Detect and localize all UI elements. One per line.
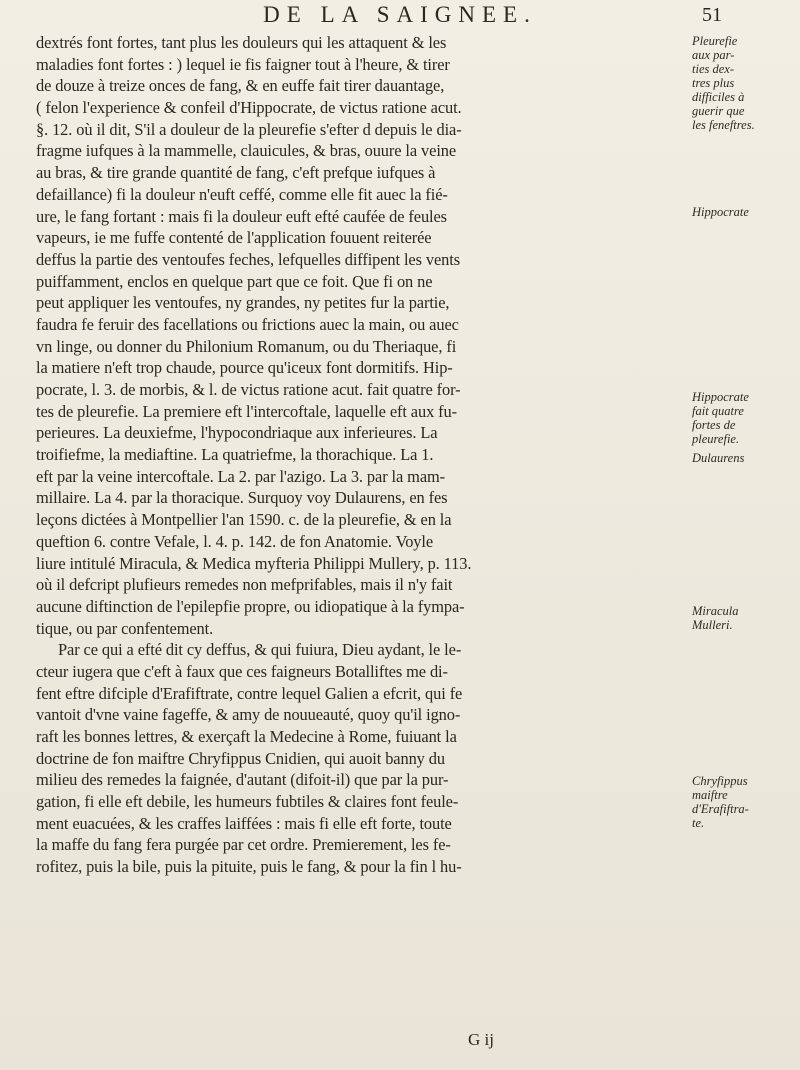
- text-line: millaire. La 4. par la thoracique. Surquoy voy Dulaurens, en fes: [36, 488, 448, 508]
- text-line: ure, le fang fortant : mais fi la douleur euft efté caufée de feules: [36, 206, 447, 226]
- text-line: ment euacuées, & les craffes laiffées : mais fi elle eft forte, toute: [36, 813, 452, 833]
- text-line: vapeurs, ie me fuffe contenté de l'application fouuent reiterée: [36, 228, 432, 248]
- text-line: de douze à treize onces de fang, & en euffe fait tirer dauantage,: [36, 76, 445, 96]
- text-line: puiffamment, enclos en quelque part que ce foit. Que fi on ne: [36, 271, 433, 291]
- text-line: §. 12. où il dit, S'il a douleur de la pleurefie s'efter d depuis le dia-: [36, 119, 462, 139]
- margin-note: [692, 205, 796, 219]
- text-line: fragme iufques à la mammelle, clauicules, & bras, ouure la veine: [36, 141, 457, 161]
- margin-note-line: difficiles à: [692, 90, 745, 104]
- text-line: au bras, & tire grande quantité de fang, c'eft prefque iufques à: [36, 163, 436, 183]
- text-line: Par ce qui a efté dit cy deffus, & qui fuiura, Dieu aydant, le le-: [58, 640, 462, 660]
- text-line: faudra fe feruir des facellations ou frictions auec la main, ou auec: [36, 314, 459, 334]
- margin-note-line: Hippocrate: [692, 390, 749, 404]
- margin-note-line: Dulaurens: [692, 451, 745, 465]
- text-line: perieures. La deuxiefme, l'hypocondriaque aux inferieures. La: [36, 423, 438, 443]
- text-line: milieu des remedes la faignée, d'autant (difoit-il) que par la pur-: [36, 770, 449, 790]
- margin-note-line: fortes de: [692, 418, 736, 432]
- body-text: [36, 32, 686, 878]
- text-line: aucune diftinction de l'epilepfie propre, ou idiopatique à la fympa-: [36, 596, 465, 616]
- margin-note-line: Chryfippus: [692, 774, 748, 788]
- text-line: deffus la partie des ventoufes feches, lefquelles diffipent les vents: [36, 249, 460, 269]
- margin-note-line: ties dex-: [692, 62, 734, 76]
- text-line: leçons dictées à Montpellier l'an 1590. c. de la pleurefie, & en la: [36, 510, 452, 530]
- text-line: fent eftre difciple d'Erafiftrate, contre lequel Galien a efcrit, qui fe: [36, 683, 463, 703]
- margin-note-line: tres plus: [692, 76, 735, 90]
- text-line: peut appliquer les ventoufes, ny grandes, ny petites fur la partie,: [36, 293, 450, 313]
- text-line: où il defcript plufieurs remedes non mefprifables, mais il n'y fait: [36, 575, 453, 595]
- running-head: DE LA SAIGNEE.: [263, 2, 537, 27]
- text-line: queftion 6. contre Vefale, l. 4. p. 142. de fon Anatomie. Voyle: [36, 531, 434, 551]
- text-line: maladies font fortes : ) lequel ie fis faigner tout à l'heure, & tirer: [36, 54, 450, 74]
- text-line: gation, fi elle eft debile, les humeurs fubtiles & claires font feule-: [36, 792, 459, 812]
- margin-note: [692, 451, 796, 465]
- text-line: doctrine de fon maiftre Chryfippus Cnidien, qui auoit banny du: [36, 748, 445, 768]
- text-line: vantoit d'vne vaine fageffe, & amy de nouueauté, quoy qu'il igno-: [36, 705, 461, 725]
- margin-note-line: Pleurefie: [692, 34, 738, 48]
- text-line: eft par la veine intercoftale. La 2. par l'azigo. La 3. par la mam-: [36, 466, 446, 486]
- text-line: la matiere n'eft trop chaude, pource qu'iceux font dormitifs. Hip-: [36, 358, 453, 378]
- margin-note-line: les feneftres.: [692, 118, 755, 132]
- text-line: defaillance) fi la douleur n'euft ceffé, comme elle fit auec la fié-: [36, 184, 448, 204]
- text-line: rofitez, puis la bile, puis la pituite, puis le fang, & pour la fin l hu-: [36, 857, 462, 877]
- text-line: tes de pleurefie. La premiere eft l'intercoftale, laquelle eft aux fu-: [36, 401, 457, 421]
- margin-note-line: guerir que: [692, 104, 745, 118]
- text-line: troifiefme, la mediaftine. La quatriefme, la thorachique. La 1.: [36, 445, 434, 465]
- margin-note: [692, 604, 796, 632]
- margin-note-line: Miracula: [692, 604, 739, 618]
- margin-note-line: pleurefie.: [692, 432, 740, 446]
- text-line: dextrés font fortes, tant plus les douleurs qui les attaquent & les: [36, 33, 447, 52]
- margin-note-line: Hippocrate: [692, 205, 749, 219]
- text-line: ( felon l'experience & confeil d'Hippocrate, de victus ratione acut.: [36, 98, 462, 118]
- text-line: la maffe du fang fera purgée par cet ordre. Premierement, les fe-: [36, 835, 451, 855]
- margin-note-line: maiftre: [692, 788, 728, 802]
- text-line: raft les bonnes lettres, & exerçaft la Medecine à Rome, fuiuant la: [36, 727, 457, 746]
- margin-note-line: aux par-: [692, 48, 735, 62]
- margin-note: [692, 774, 796, 830]
- margin-note-line: Mulleri.: [692, 618, 733, 632]
- text-line: tique, ou par confentement.: [36, 618, 214, 638]
- margin-note: [692, 34, 796, 132]
- signature-mark: G ij: [468, 1030, 494, 1049]
- text-line: vn linge, ou donner du Philonium Romanum, ou du Theriaque, fi: [36, 336, 457, 356]
- text-line: liure intitulé Miracula, & Medica myfteria Philippi Mullery, p. 113.: [36, 553, 472, 573]
- margin-note-line: d'Erafiftra-: [692, 802, 749, 816]
- text-line: cteur iugera que c'eft à faux que ces faigneurs Botalliftes me di-: [36, 661, 448, 681]
- text-line: pocrate, l. 3. de morbis, & l. de victus ratione acut. fait quatre for-: [36, 380, 461, 399]
- page-header: [0, 2, 800, 32]
- margin-note-line: fait quatre: [692, 404, 744, 418]
- margin-note: [692, 390, 796, 446]
- margin-note-line: te.: [692, 816, 705, 830]
- page-number: 51: [702, 4, 722, 26]
